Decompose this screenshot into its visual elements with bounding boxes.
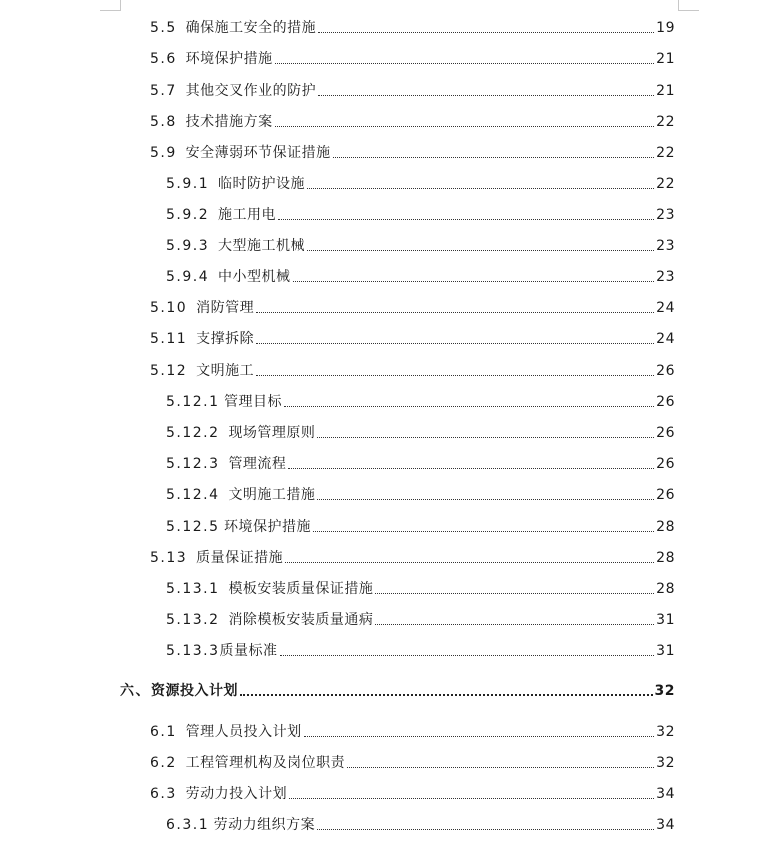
toc-dot-leader — [317, 436, 654, 438]
toc-dot-leader — [284, 405, 654, 407]
toc-entry-title: 技术措施方案 — [185, 114, 273, 130]
toc-dot-leader — [278, 218, 654, 220]
toc-entry[interactable] — [166, 264, 675, 286]
toc-dot-leader — [333, 156, 655, 158]
toc-entry-page-number: 24 — [656, 300, 675, 316]
toc-entry[interactable] — [150, 719, 675, 741]
toc-entry[interactable] — [166, 451, 675, 473]
toc-dot-leader — [256, 374, 654, 376]
toc-entry-page-number: 21 — [656, 83, 675, 99]
toc-dot-leader — [288, 467, 654, 469]
toc-entry-number: 6.3 — [150, 786, 177, 802]
toc-entry-title: 现场管理原则 — [228, 425, 316, 441]
toc-entry-title: 劳动力投入计划 — [185, 786, 288, 802]
toc-entry-number: 5.8 — [150, 114, 177, 130]
toc-entry-title: 质量保证措施 — [196, 550, 284, 566]
toc-entry-title: 中小型机械 — [218, 269, 291, 285]
toc-dot-leader — [256, 342, 654, 344]
toc-entry-number: 6.1 — [150, 724, 177, 740]
toc-entry-separator — [177, 82, 186, 100]
toc-entry-separator — [220, 611, 229, 629]
toc-dot-leader — [280, 654, 655, 656]
toc-entry[interactable] — [150, 78, 675, 100]
toc-entry-page-number: 23 — [656, 238, 675, 254]
toc-entry-number: 5.9.1 — [166, 176, 210, 192]
toc-entry-page-number: 22 — [656, 145, 675, 161]
toc-entry-separator — [177, 785, 186, 803]
toc-entry-number: 5.5 — [150, 20, 177, 36]
toc-entry[interactable] — [166, 812, 675, 834]
toc-entry-title: 管理人员投入计划 — [185, 724, 302, 740]
toc-entry-page-number: 34 — [656, 817, 675, 833]
toc-entry-separator — [177, 113, 186, 131]
toc-dot-leader — [375, 592, 654, 594]
toc-entry-number: 5.9.2 — [166, 207, 210, 223]
toc-dot-leader — [285, 561, 654, 563]
toc-entry-separator — [177, 50, 186, 68]
toc-entry-page-number: 28 — [656, 550, 675, 566]
toc-entry[interactable] — [166, 482, 675, 504]
toc-entry-title: 管理流程 — [228, 456, 287, 472]
toc-entry[interactable] — [150, 140, 675, 162]
toc-entry-separator — [187, 330, 196, 348]
toc-dot-leader — [307, 249, 654, 251]
toc-entry-title: 劳动力组织方案 — [213, 817, 316, 833]
toc-entry-page-number: 26 — [656, 487, 675, 503]
toc-entry[interactable] — [166, 576, 675, 598]
toc-entry[interactable] — [166, 514, 675, 536]
toc-entry[interactable] — [166, 638, 675, 660]
toc-entry-page-number: 31 — [656, 612, 675, 628]
toc-entry-page-number: 22 — [656, 114, 675, 130]
toc-dot-leader — [304, 735, 655, 737]
toc-entry[interactable] — [166, 202, 675, 224]
toc-entry-title: 施工用电 — [218, 207, 277, 223]
toc-entry-separator — [220, 424, 229, 442]
toc-entry-title: 资源投入计划 — [151, 683, 238, 699]
toc-entry-page-number: 26 — [656, 425, 675, 441]
toc-entry-title: 大型施工机械 — [218, 238, 306, 254]
toc-entry[interactable] — [166, 420, 675, 442]
toc-entry-number: 5.13.3 — [166, 643, 220, 659]
toc-entry-page-number: 22 — [656, 176, 675, 192]
toc-entry-number: 5.13 — [150, 550, 188, 566]
toc-entry-page-number: 32 — [654, 683, 675, 699]
toc-dot-leader — [347, 766, 654, 768]
toc-entry-separator — [177, 754, 186, 772]
toc-entry-title: 环境保护措施 — [185, 51, 273, 67]
toc-entry-title: 质量标准 — [219, 643, 278, 659]
toc-dot-leader — [275, 125, 655, 127]
toc-entry-separator — [209, 268, 218, 286]
toc-entry-separator — [187, 362, 196, 380]
toc-dot-leader — [317, 498, 654, 500]
toc-entry-number: 5.7 — [150, 83, 177, 99]
toc-entry-separator — [209, 237, 218, 255]
toc-dot-leader — [275, 62, 655, 64]
toc-entry[interactable] — [150, 358, 675, 380]
toc-dot-leader — [313, 530, 654, 532]
toc-entry-number: 5.9 — [150, 145, 177, 161]
toc-dot-leader — [318, 94, 654, 96]
toc-entry-title: 管理目标 — [223, 394, 282, 410]
toc-dot-leader — [256, 311, 654, 313]
toc-entry-page-number: 26 — [656, 456, 675, 472]
toc-entry[interactable] — [150, 46, 675, 68]
toc-entry-page-number: 34 — [656, 786, 675, 802]
toc-entry[interactable] — [150, 295, 675, 317]
toc-entry-number: 5.11 — [150, 331, 188, 347]
toc-entry-number: 5.9.3 — [166, 238, 210, 254]
toc-dot-leader — [240, 693, 653, 696]
toc-entry-separator — [220, 580, 229, 598]
toc-entry-number: 5.12 — [150, 363, 188, 379]
toc-dot-leader — [293, 280, 655, 282]
toc-entry-number: 5.12.1 — [166, 394, 220, 410]
toc-entry-title: 文明施工 — [196, 363, 255, 379]
toc-dot-leader — [289, 797, 654, 799]
toc-entry-title: 确保施工安全的措施 — [185, 20, 317, 36]
toc-entry[interactable] — [166, 389, 675, 411]
toc-entry-title: 其他交叉作业的防护 — [185, 83, 317, 99]
toc-entry-number: 5.13.1 — [166, 581, 220, 597]
toc-entry-number: 6.2 — [150, 755, 177, 771]
toc-entry[interactable] — [166, 233, 675, 255]
toc-entry-page-number: 32 — [656, 755, 675, 771]
toc-dot-leader — [318, 31, 654, 33]
toc-entry-title: 消防管理 — [196, 300, 255, 316]
toc-entry[interactable] — [150, 545, 675, 567]
toc-entry[interactable] — [150, 750, 675, 772]
toc-entry-separator — [209, 175, 218, 193]
toc-entry-page-number: 19 — [656, 20, 675, 36]
toc-entry[interactable] — [166, 171, 675, 193]
toc-entry-separator — [177, 19, 186, 37]
toc-entry-number: 5.10 — [150, 300, 188, 316]
toc-entry-separator — [209, 206, 218, 224]
toc-entry-number: 5.13.2 — [166, 612, 220, 628]
toc-entry-title: 消除模板安装质量通病 — [228, 612, 374, 628]
toc-dot-leader — [375, 623, 654, 625]
toc-entry[interactable] — [150, 109, 675, 131]
toc-entry-separator — [177, 144, 186, 162]
toc-entry-page-number: 26 — [656, 363, 675, 379]
toc-entry-number: 5.6 — [150, 51, 177, 67]
toc-entry-separator — [187, 299, 196, 317]
toc-entry-number: 5.12.3 — [166, 456, 220, 472]
toc-entry-page-number: 32 — [656, 724, 675, 740]
toc-dot-leader — [307, 187, 654, 189]
toc-entry-page-number: 23 — [656, 207, 675, 223]
toc-dot-leader — [317, 828, 654, 830]
toc-entry-number: 5.12.2 — [166, 425, 220, 441]
toc-entry-page-number: 26 — [656, 394, 675, 410]
toc-entry-number: 5.9.4 — [166, 269, 210, 285]
toc-entry[interactable] — [150, 326, 675, 348]
toc-entry-title: 文明施工措施 — [228, 487, 316, 503]
toc-entry-page-number: 28 — [656, 519, 675, 535]
toc-entry-page-number: 24 — [656, 331, 675, 347]
toc-entry-title: 安全薄弱环节保证措施 — [185, 145, 331, 161]
toc-entry-separator — [220, 486, 229, 504]
toc-entry[interactable] — [166, 607, 675, 629]
toc-entry-number: 六、 — [120, 683, 151, 699]
toc-entry-title: 环境保护措施 — [223, 519, 311, 535]
toc-entry-page-number: 23 — [656, 269, 675, 285]
toc-entry-separator — [177, 723, 186, 741]
toc-entry-page-number: 21 — [656, 51, 675, 67]
toc-entry[interactable] — [120, 678, 675, 700]
toc-entry-separator — [187, 549, 196, 567]
toc-entry-title: 工程管理机构及岗位职责 — [185, 755, 346, 771]
toc-entry-number: 5.12.4 — [166, 487, 220, 503]
toc-entry-page-number: 28 — [656, 581, 675, 597]
toc-entry-page-number: 31 — [656, 643, 675, 659]
toc-entry-title: 临时防护设施 — [218, 176, 306, 192]
toc-entry-number: 5.12.5 — [166, 519, 220, 535]
toc-entry-title: 模板安装质量保证措施 — [228, 581, 374, 597]
toc-entry-title: 支撑拆除 — [196, 331, 255, 347]
toc-entry-number: 6.3.1 — [166, 817, 210, 833]
toc-entry[interactable] — [150, 781, 675, 803]
toc-entry[interactable] — [150, 15, 675, 37]
toc-entry-separator — [220, 455, 229, 473]
